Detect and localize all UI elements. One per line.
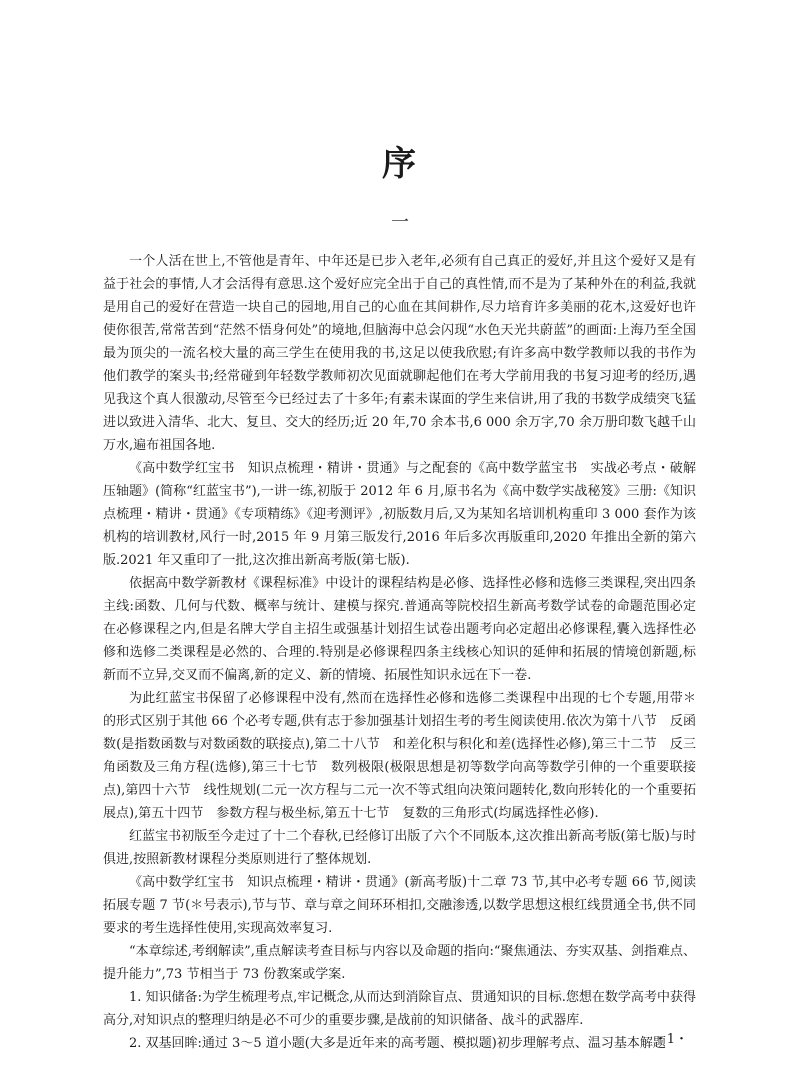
paragraph: 为此红蓝宝书保留了必修课程中没有,然而在选择性必修和选修二类课程中出现的七个专题,用带＊的形式区别于其他 66 个必考专题,供有志于参加强基计划招生考的考生阅读使用.依次为第十八节 反函数(是指数函数与对数函数的联接点),第二十八节 和差化积与积化和差(选择性必修),第三十二节 反三角函数及三角方程(选修),第三十七节 数列极限(极限思想是初等数学向高等数学引伸的一个重要联接点),第四十六节 线性规划(二元一次方程与二元一次不等式组向决策问题转化,数向形转化的一个重要拓展点),第五十四节 参数方程与极坐标,第五十七节 复数的三角形式(均属选择性必修).	[103, 691, 696, 821]
paragraph: 1. 知识储备:为学生梳理考点,牢记概念,从而达到消除盲点、贯通知识的目标.您想在数学高考中获得高分,对知识点的整理归纳是必不可少的重要步骤,是战前的知识储备、战斗的武器库.	[103, 990, 696, 1028]
preface-body	[103, 250, 696, 1055]
paragraph: 红蓝宝书初版至今走过了十二个春秋,已经修订出版了六个不同版本,这次推出新高考版(第七版)与时俱进,按照新教材课程分类原则进行了整体规划.	[103, 829, 696, 867]
paragraph: “本章综述,考纲解读”,重点解读考查目标与内容以及命题的指向:“聚焦通法、夯实双基、剑指难点、提升能力”,73 节相当于 73 份教案或学案.	[103, 944, 696, 982]
paragraph: 《高中数学红宝书 知识点梳理・精讲・贯通》(新高考版)十二章 73 节,其中必考专题 66 节,阅读拓展专题 7 节(＊号表示),节与节、章与章之间环环相扣,交融渗透,以数学思想这根红线贯通全书,供不同要求的考生选择性使用,实现高效率复习.	[103, 875, 696, 936]
paragraph: 2. 双基回眸:通过 3～5 道小题(大多是近年来的高考题、模拟题)初步理解考点、温习基本解题	[129, 1036, 666, 1051]
paragraph: 一个人活在世上,不管他是青年、中年还是已步入老年,必须有自己真正的爱好,并且这个爱好又是有益于社会的事情,人才会活得有意思.这个爱好应完全出于自己的真性情,而不是为了某种外在的利益,我就是用自己的爱好在营造一块自己的园地,用自己的心血在其间耕作,尽力培育许多美丽的花木,这爱好也许使你很苦,常常苦到“茫然不悟身何处”的境地,但脑海中总会闪现“水色天光共蔚蓝”的画面:上海乃至全国最为顶尖的一流名校大量的高三学生在使用我的书,这足以使我欣慰;有许多高中数学教师以我的书作为他们教学的案头书;经常碰到年轻数学教师初次见面就聊起他们在考大学前用我的书复习迎考的经历,遇见我这个真人很激动,尽管至今已经过去了十多年;有素未谋面的学生来信讲,用了我的书数学成绩突飞猛进以致进入清华、北大、复旦、交大的经历;近 20 年,70 余本书,6 000 余万字,70 余万册印数飞越千山万水,遍布祖国各地.	[103, 254, 696, 453]
section-number: 一	[391, 212, 409, 233]
paragraph: 《高中数学红宝书 知识点梳理・精讲・贯通》与之配套的《高中数学蓝宝书 实战必考点・破解压轴题》(简称“红蓝宝书”),一讲一练,初版于 2012 年 6 月,原书名为《高中数学实战秘笈》三册:《知识点梳理・精讲・贯通》《专项精练》《迎考测评》,初版数月后,又为某知名培训机构重印 3 000 套作为该机构的培训教材,风行一时,2015 年 9 月第三版发行,2016 年后多次再版重印,2020 年推出全新的第六版.2021 年又重印了一批,这次推出新高考版(第七版).	[103, 461, 696, 568]
page-number: ・1・	[653, 1032, 688, 1047]
page-title: 序	[382, 144, 418, 184]
paragraph: 依据高中数学新教材《课程标准》中设计的课程结构是必修、选择性必修和选修三类课程,突出四条主线:函数、几何与代数、概率与统计、建模与探究.普通高等院校招生新高考数学试卷的命题范围必定在必修课程之内,但是名牌大学自主招生或强基计划招生试卷出题考向必定超出必修课程,囊入选择性必修和选修二类课程是必然的、合理的.特别是必修课程四条主线核心知识的延伸和拓展的情境创新题,标新而不立异,交叉而不偏离,新的定义、新的情境、拓展性知识永远在下一卷.	[103, 576, 696, 683]
